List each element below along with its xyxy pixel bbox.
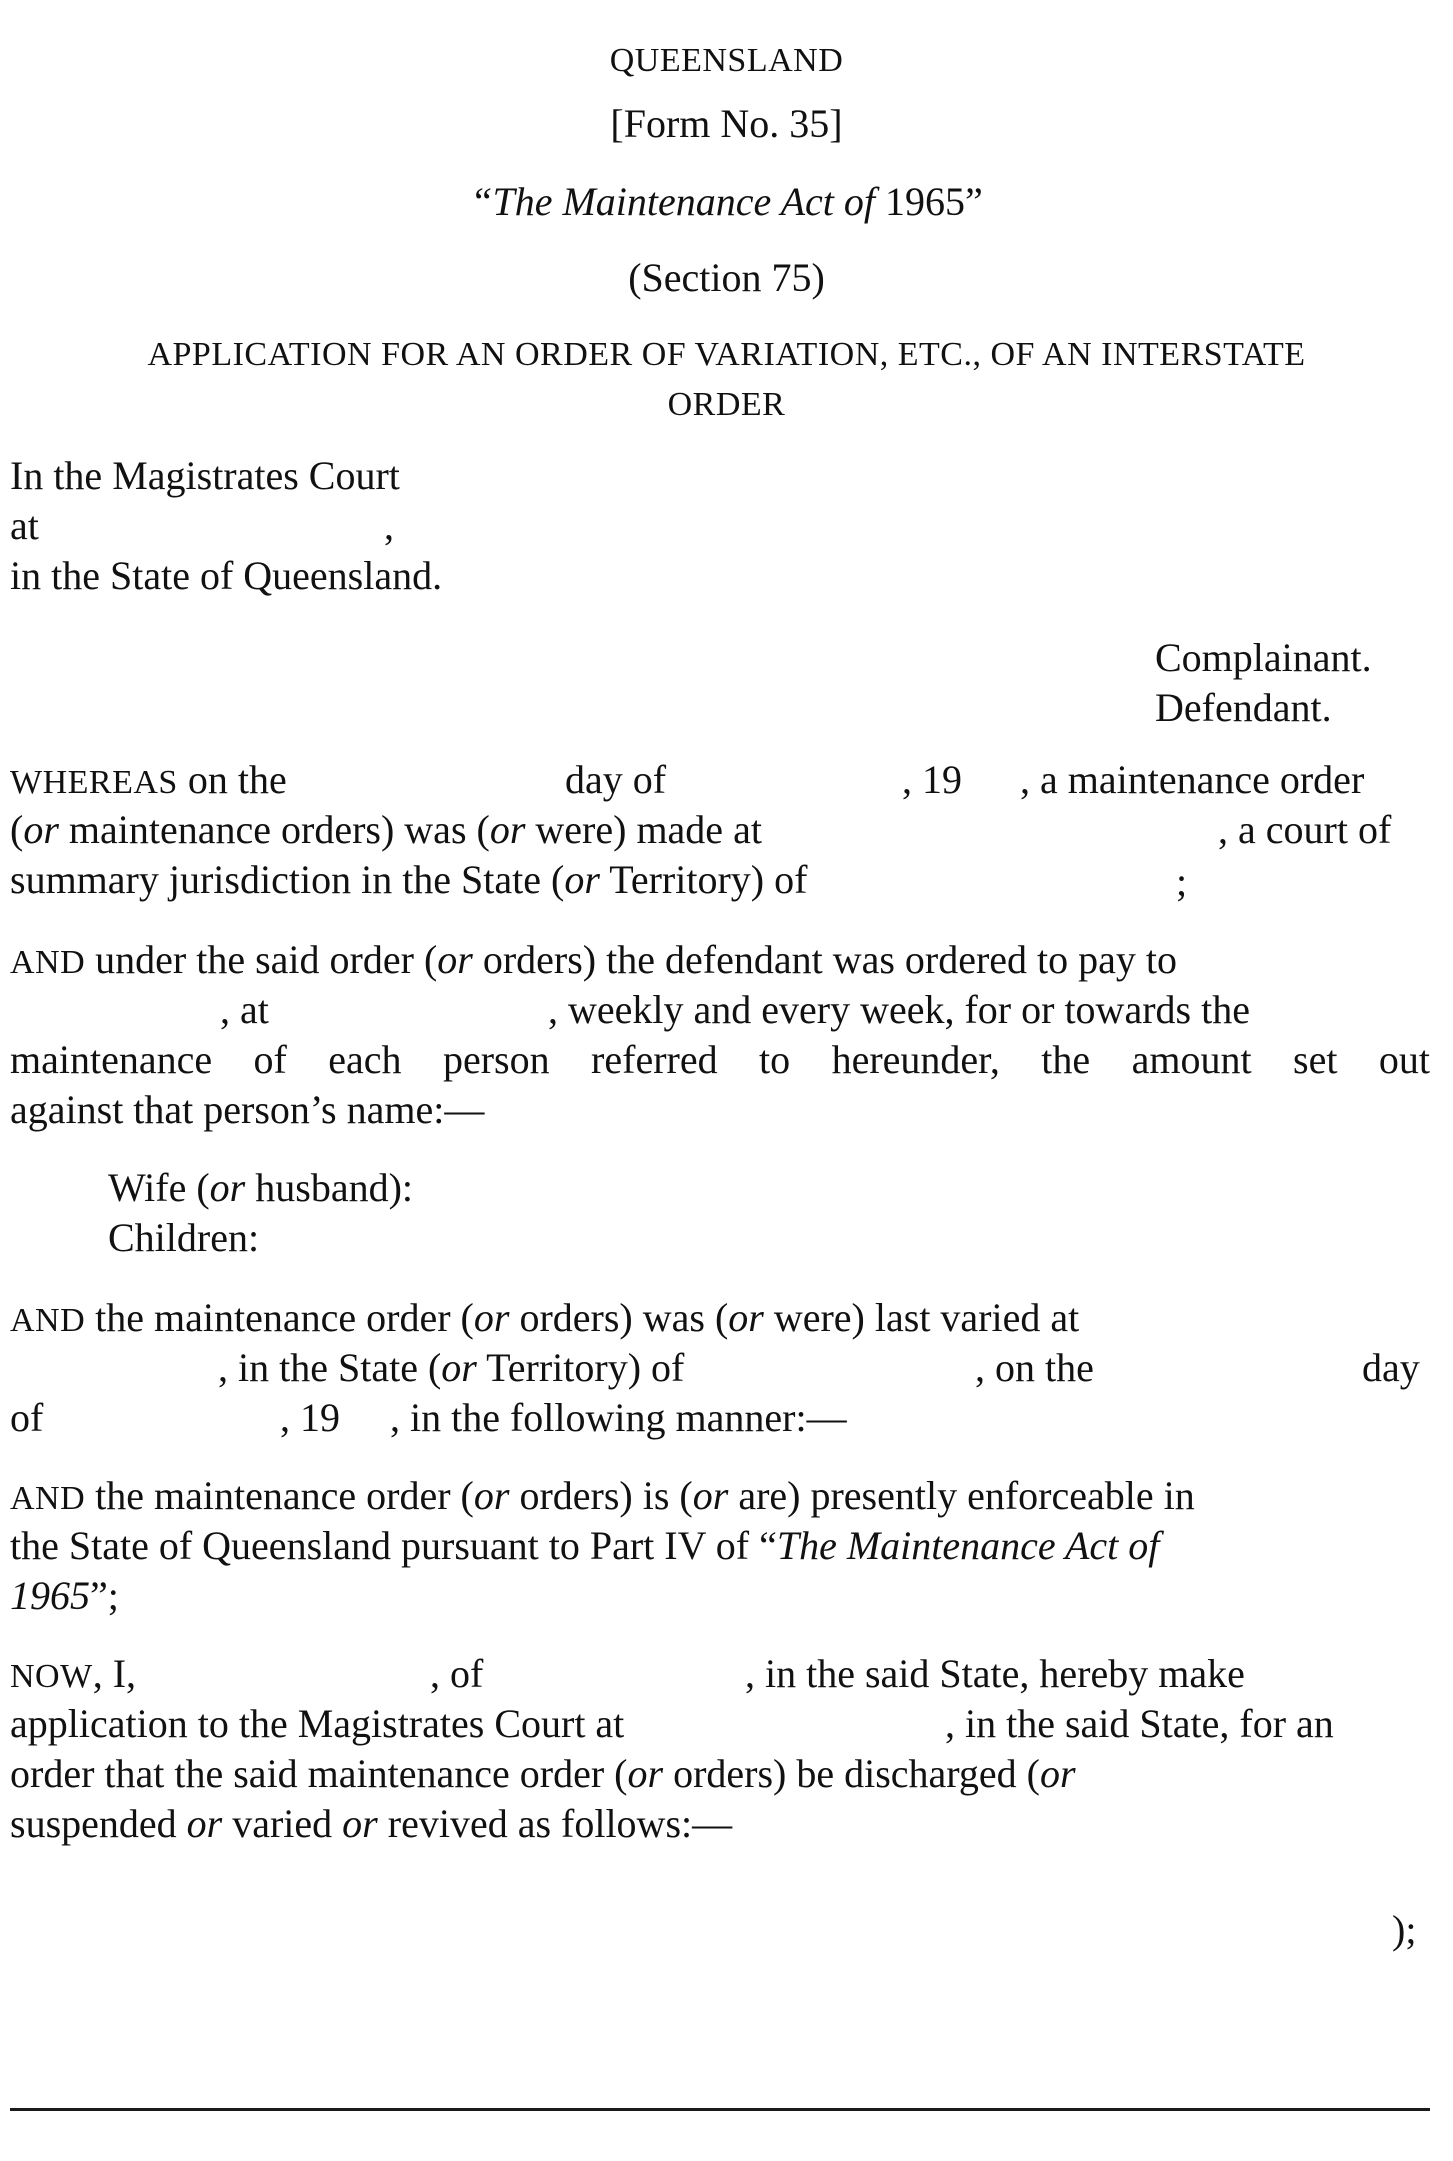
or-italic: or [23, 807, 59, 852]
and2-day: day [1362, 1345, 1420, 1390]
or-italic: or [186, 1801, 223, 1846]
or-italic: or [209, 1165, 246, 1210]
whereas-day-of: day of [565, 757, 667, 802]
or-italic: or [692, 1473, 729, 1518]
text: summary jurisdiction in the State ( [10, 857, 565, 902]
now-line-2b: , in the said State, for an [945, 1701, 1334, 1746]
and3-line-1 [10, 1473, 1195, 1518]
whereas-line-2a [10, 807, 762, 852]
section-reference: (Section 75) [628, 255, 825, 300]
or-italic: or [627, 1751, 664, 1796]
now-lead-line [10, 1651, 137, 1696]
text: under the said order ( [85, 937, 438, 982]
act-year-italic: 1965 [10, 1573, 90, 1618]
and2-on-the: , on the [975, 1345, 1094, 1390]
now-line-4 [10, 1801, 733, 1846]
and2-of: of [10, 1395, 44, 1440]
text: are) presently enforceable in [728, 1473, 1195, 1518]
text: husband): [245, 1165, 414, 1210]
whereas-lead: WHEREAS [10, 764, 178, 801]
or-italic: or [437, 937, 473, 982]
whereas-court-of: , a court of [1218, 807, 1392, 852]
text: the maintenance order ( [85, 1295, 474, 1340]
or-italic: or [473, 1295, 510, 1340]
text: orders) was ( [509, 1295, 729, 1340]
form-title-line-2: ORDER [667, 386, 786, 423]
and2-manner: , in the following manner:— [390, 1395, 847, 1440]
or-italic: or [564, 857, 600, 902]
defendant-label: Defendant. [1155, 685, 1332, 730]
text: were) last varied at [763, 1295, 1080, 1340]
and1-weekly: , weekly and every week, for or towards the [548, 987, 1250, 1032]
text: maintenance orders) was ( [58, 807, 490, 852]
court-at: at [10, 503, 39, 548]
bottom-rule [10, 2108, 1430, 2111]
act-title-year: 1965” [874, 179, 983, 224]
whereas-order-text: , a maintenance order [1020, 757, 1365, 802]
now-of: , of [430, 1651, 484, 1696]
and-lead: AND [10, 944, 86, 981]
text: Territory) of [476, 1345, 685, 1390]
text: Wife ( [108, 1165, 210, 1210]
closing-parenthesis: ); [1392, 1907, 1417, 1952]
text: orders) is ( [509, 1473, 693, 1518]
whereas-text: on the [177, 757, 287, 802]
and1-at: , at [220, 987, 269, 1032]
court-name: In the Magistrates Court [10, 453, 400, 498]
act-italic: The Maintenance Act of [776, 1523, 1160, 1568]
and3-line-3 [10, 1573, 119, 1618]
form-title-line-1: APPLICATION FOR AN ORDER OF VARIATION, ETC., OF AN INTERSTATE [147, 336, 1306, 373]
and2-line-2a [218, 1345, 685, 1390]
text: Territory) of [599, 857, 808, 902]
and1-line-1 [10, 937, 1178, 982]
act-title [0, 178, 1453, 225]
and-lead: AND [10, 1480, 86, 1517]
text: varied [222, 1801, 343, 1846]
or-italic: or [1039, 1751, 1076, 1796]
wife-husband-label [108, 1165, 414, 1210]
whereas-semicolon: ; [1176, 859, 1188, 904]
or-italic: or [489, 807, 526, 852]
form-number: [Form No. 35] [610, 101, 843, 146]
and3-line-2 [10, 1523, 1160, 1568]
whereas-year: , 19 [902, 757, 962, 802]
or-italic: or [441, 1345, 477, 1390]
text: order that the said maintenance order ( [10, 1751, 628, 1796]
text: suspended [10, 1801, 187, 1846]
and2-year: , 19 [280, 1395, 340, 1440]
court-state: in the State of Queensland. [10, 553, 443, 598]
whereas-line-3 [10, 857, 808, 902]
now-said-state: , in the said State, hereby make [745, 1651, 1245, 1696]
and1-line-4: against that person’s name:— [10, 1087, 485, 1132]
text: orders) the defendant was ordered to pay to [472, 937, 1178, 982]
whereas-line-1 [10, 757, 287, 802]
or-italic: or [473, 1473, 510, 1518]
now-line-2a: application to the Magistrates Court at [10, 1701, 625, 1746]
or-italic: or [342, 1801, 378, 1846]
text: were) made at [525, 807, 762, 852]
text: orders) be discharged ( [663, 1751, 1040, 1796]
and2-line-1a [10, 1295, 1080, 1340]
and-lead: AND [10, 1302, 86, 1339]
now-lead: NOW [10, 1658, 93, 1695]
complainant-label: Complainant. [1155, 635, 1372, 680]
or-italic: or [728, 1295, 764, 1340]
text: ( [10, 807, 24, 852]
children-label: Children: [108, 1215, 260, 1260]
and1-line-3: maintenance of each person referred to hereunder, the amount set out [10, 1037, 1430, 1082]
text: the State of Queensland pursuant to Part IV of “ [10, 1523, 777, 1568]
text: , I, [92, 1651, 137, 1696]
text: the maintenance order ( [85, 1473, 474, 1518]
court-at-comma: , [384, 503, 394, 548]
text: , in the State ( [218, 1345, 442, 1390]
state-heading: QUEENSLAND [609, 42, 844, 79]
text: ”; [90, 1573, 119, 1618]
act-title-italic: “The Maintenance Act of [470, 179, 875, 224]
text: revived as follows:— [377, 1801, 733, 1846]
now-line-3 [10, 1751, 1076, 1796]
